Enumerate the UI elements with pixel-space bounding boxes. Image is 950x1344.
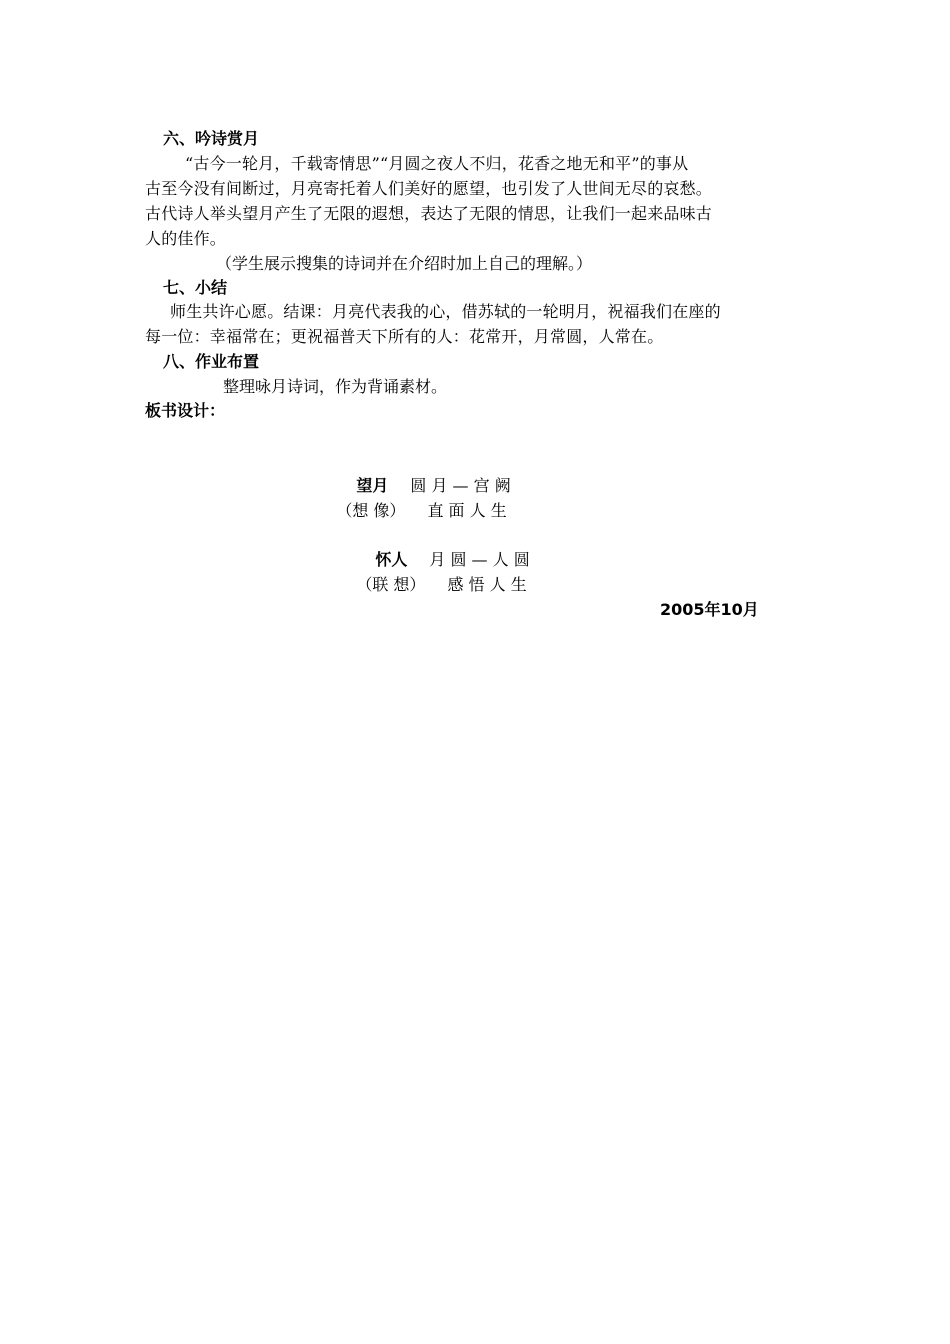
board-row-2-sub: [336, 549, 530, 621]
section-6-para-line-3: 古代诗人举头望月产生了无限的遐想，表达了无限的情思，让我们一起来品味古: [145, 204, 713, 223]
section-7-heading: 七、小结: [163, 278, 228, 297]
section-7-para-line-2: 每一位：幸福常在；更祝福普天下所有的人：花常开，月常圆，人常在。: [145, 327, 664, 346]
board-row-2-text: 月 圆 — 人 圆: [429, 550, 530, 569]
section-6-para-line-4: 人的佳作。: [145, 229, 227, 248]
section-8-heading: 八、作业布置: [163, 352, 260, 371]
section-8-text: 整理咏月诗词，作为背诵素材。: [223, 377, 448, 396]
section-6-para-line-1: “古今一轮月，千载寄情思”“月圆之夜人不归，花香之地无和平”的事从: [185, 154, 689, 173]
board-row-1-text: 圆 月 — 宫 阙: [410, 476, 511, 495]
board-row-1-sub-text: 直 面 人 生: [427, 501, 507, 520]
board-design-title: 板书设计：: [145, 401, 226, 420]
section-6-heading: 六、吟诗赏月: [163, 129, 260, 148]
board-row-1-sub-label: （想 像）: [336, 501, 406, 520]
document-date: 2005年10月: [660, 600, 759, 619]
board-row-1-head: 望月: [356, 476, 389, 495]
board-row-2-sub-label: （联 想）: [356, 575, 426, 594]
section-6-para-line-2: 古至今没有间断过，月亮寄托着人们美好的愿望，也引发了人世间无尽的哀愁。: [145, 179, 713, 198]
section-6-note: （学生展示搜集的诗词并在介绍时加上自己的理解。）: [216, 254, 593, 273]
board-row-2-head: 怀人: [375, 550, 408, 569]
section-7-para-line-1: 师生共许心愿。结课：月亮代表我的心，借苏轼的一轮明月，祝福我们在座的: [170, 302, 721, 321]
board-row-2-sub-text: 感 悟 人 生: [447, 575, 527, 594]
